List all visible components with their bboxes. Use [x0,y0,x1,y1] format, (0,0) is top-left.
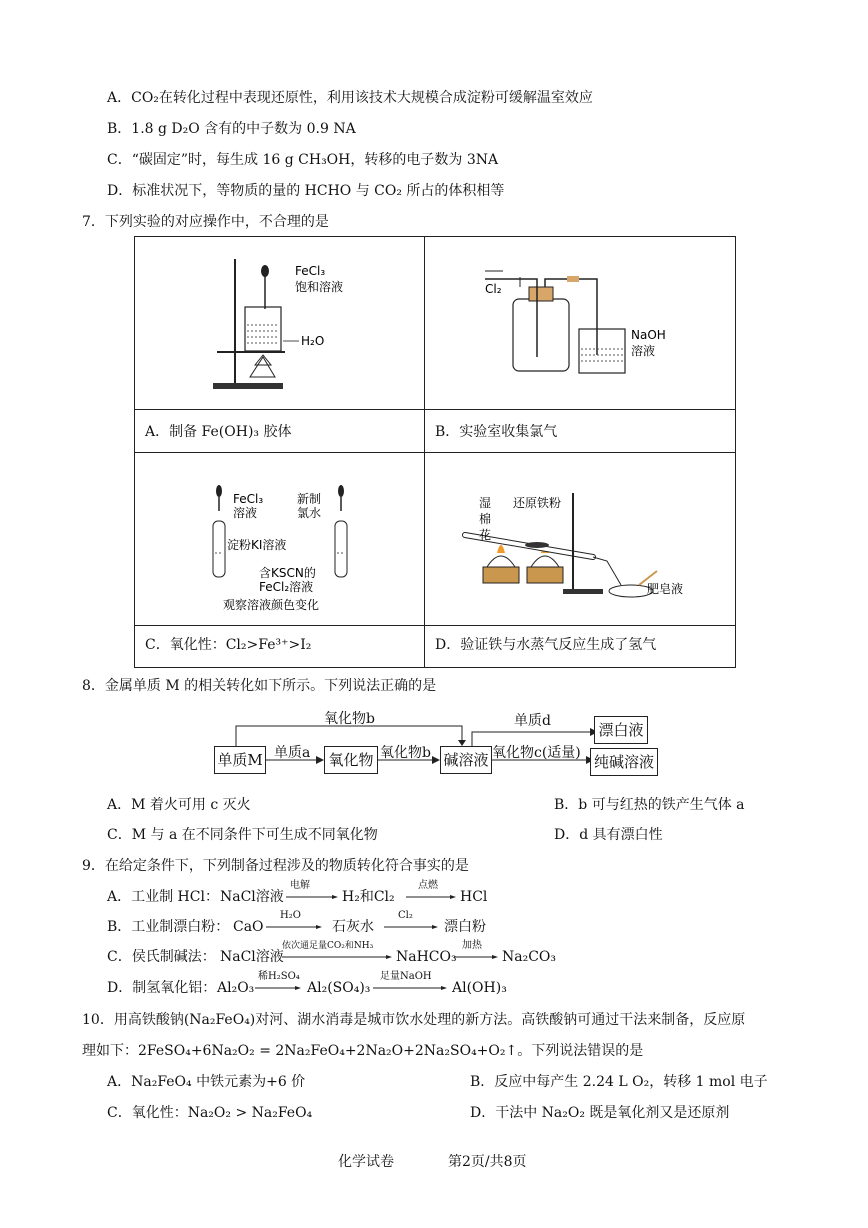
q9-species: NaCl溶液 [220,889,284,905]
q10-option-a: A．Na₂FeO₄ 中铁元素为+6 价 [107,1074,306,1090]
label-solution-c: 溶液 [233,506,258,520]
q8-option-a: A．M 着火可用 c 灭火 [107,797,251,813]
oxidation-test-tubes [135,453,424,625]
q9-stem: 9．在给定条件下，下列制备过程涉及的物质转化符合事实的是 [82,858,469,874]
q9-condition: 稀H₂SO₄ [258,971,300,982]
label-starch-ki: 淀粉KI溶液 [227,538,287,552]
arrow-label-a: 单质a [274,745,311,761]
q9-species: Al₂(SO₄)₃ [307,980,371,996]
label-chlorine-water: 氯水 [297,506,322,520]
q9-label: D．制氢氧化铝： [107,980,217,996]
label-soap-solution: 肥皂液 [647,582,684,596]
q9-condition: 依次通足量CO₂和NH₃ [282,941,374,951]
q7-caption-b: B．实验室收集氯气 [435,424,558,440]
box-bleach: 漂白液 [594,716,648,744]
q10-stem-line1: 10．用高铁酸钠(Na₂FeO₄)对河、湖水消毒是城市饮水处理的新方法。高铁酸钠可通过干法来制备，反应原 [82,1012,746,1028]
q9-condition: Cl₂ [398,910,413,921]
q9-species: Na₂CO₃ [502,949,557,965]
label-cotton-2: 花 [479,528,492,542]
q6-option-c: C．“碳固定”时，每生成 16 g CH₃OH，转移的电子数为 3NA [107,152,499,168]
q9-species: 石灰水 [332,919,374,935]
arrow-label-d: 单质d [514,713,551,729]
q9-species: 漂白粉 [444,919,486,935]
q9-species: Al₂O₃ [217,980,255,996]
q8-stem: 8．金属单质 M 的相关转化如下所示。下列说法正确的是 [82,678,437,694]
label-fecl3-c: FeCl₃ [233,492,264,506]
label-cl2: Cl₂ [485,282,502,296]
label-fecl3: FeCl₃ [295,264,326,278]
label-h2o: H₂O [301,334,325,348]
q6-option-d: D．标准状况下，等物质的量的 HCHO 与 CO₂ 所占的体积相等 [107,183,505,199]
q9-label: A．工业制 HCl： [107,889,219,905]
q9-condition: H₂O [280,910,301,921]
q9-condition: 点燃 [418,880,438,891]
q8-option-c: C．M 与 a 在不同条件下可生成不同氧化物 [107,827,378,843]
iron-steam-apparatus [425,453,735,625]
label-cotton-1: 棉 [479,512,492,526]
footer-page-number: 第2页/共8页 [448,1154,527,1170]
arrow-label-b: 氧化物b [380,745,431,761]
q9-condition: 加热 [462,940,482,951]
q9-species: H₂和Cl₂ [342,889,395,905]
label-observe-color: 观察溶液颜色变化 [223,598,320,612]
q9-species: NaCl溶液 [220,949,284,965]
label-kscn: 含KSCN的 [259,566,316,580]
q8-option-d: D．d 具有漂白性 [554,827,663,843]
label-fecl2: FeCl₂溶液 [259,580,314,594]
label-saturated-solution: 饱和溶液 [295,280,344,294]
box-oxide: 氧化物 [324,746,378,774]
q7-stem: 7．下列实验的对应操作中，不合理的是 [82,214,329,230]
q9-species: NaHCO₃ [396,949,457,965]
box-element-m: 单质M [214,746,266,774]
q9-condition: 足量NaOH [380,971,432,982]
q10-stem-line2: 理如下：2FeSO₄+6Na₂O₂ = 2Na₂FeO₄+2Na₂O+2Na₂SO₄+O₂↑。下列说法错误的是 [82,1043,644,1059]
q9-condition: 电解 [290,880,310,891]
q9-label: C．侯氏制碱法： [107,949,216,965]
q6-option-a: A．CO₂在转化过程中表现还原性，利用该技术大规模合成淀粉可缓解温室效应 [107,90,593,106]
q9-label: B．工业制漂白粉： [107,919,230,935]
q9-species: CaO [233,919,264,935]
q7-figure-table [134,236,736,668]
q7-caption-a: A．制备 Fe(OH)₃ 胶体 [145,424,292,440]
label-fresh: 新制 [297,492,322,506]
q7-caption-d: D．验证铁与水蒸气反应生成了氢气 [435,637,657,653]
label-wet: 湿 [479,496,492,510]
q9-species: Al(OH)₃ [452,980,507,996]
q10-option-b: B．反应中每产生 2.24 L O₂，转移 1 mol 电子 [470,1074,768,1090]
q8-option-b: B．b 可与红热的铁产生气体 a [554,797,745,813]
q10-option-d: D．干法中 Na₂O₂ 既是氧化剂又是还原剂 [470,1105,730,1121]
q8-transformation-diagram [210,708,660,788]
label-naoh: NaOH [631,328,666,342]
q6-option-b: B．1.8 g D₂O 含有的中子数为 0.9 NA [107,121,356,137]
label-reduced-iron: 还原铁粉 [513,496,562,510]
q10-option-c: C．氧化性：Na₂O₂ > Na₂FeO₄ [107,1105,313,1121]
footer-subject: 化学试卷 [338,1154,394,1170]
q9-species: HCl [460,889,488,905]
q7-caption-c: C．氧化性：Cl₂>Fe³⁺>I₂ [145,637,312,653]
label-solution: 溶液 [631,344,656,358]
fe-oh3-colloid-apparatus [135,237,424,409]
box-base-solution: 碱溶液 [440,746,492,774]
arrow-label-c: 氧化物c(适量) [492,745,581,761]
arrow-label-b-top: 氧化物b [324,711,375,727]
chlorine-collection-apparatus [425,237,735,409]
box-soda-solution: 纯碱溶液 [590,748,658,776]
